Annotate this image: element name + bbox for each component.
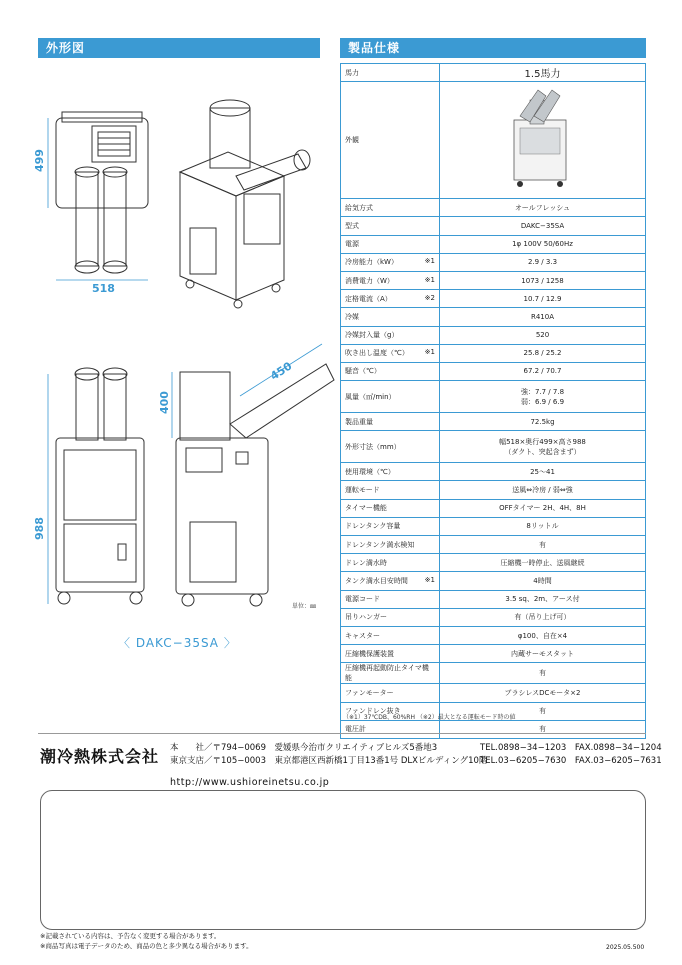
spec-key bbox=[341, 326, 440, 344]
spec-value bbox=[440, 626, 646, 644]
spec-key bbox=[341, 645, 440, 663]
memo-box bbox=[40, 790, 646, 930]
spec-row bbox=[341, 381, 646, 413]
spec-value-text: 67.2 / 70.7 bbox=[523, 367, 562, 376]
isometric-view-drawing bbox=[180, 100, 310, 308]
head-office-phone: TEL.0898−34−1203 FAX.0898−34−1204 bbox=[480, 743, 662, 753]
spec-key-label: タンク満水目安時間 bbox=[345, 576, 408, 585]
print-code: 2025.05.500 bbox=[606, 944, 645, 951]
spec-value bbox=[440, 64, 646, 82]
spec-row bbox=[341, 481, 646, 499]
spec-value-text: 有 bbox=[539, 540, 546, 549]
spec-key bbox=[341, 235, 440, 253]
spec-value-text: 520 bbox=[535, 331, 550, 340]
spec-footnote: （※1）37℃DB、60%RH （※2）最大となる運転モード時の値 bbox=[343, 714, 516, 721]
disclaimer-note: ※記載されている内容は、予告なく変更する場合があります。 bbox=[40, 932, 221, 940]
spec-key bbox=[341, 362, 440, 380]
spec-key-label: 消費電力（W） bbox=[345, 276, 394, 285]
spec-value bbox=[440, 431, 646, 463]
spec-key bbox=[341, 290, 440, 308]
tokyo-branch-address: 東京支店／〒105−0003 東京都港区西新橋1丁目13番1号 DLXビルディング10階 bbox=[170, 756, 488, 766]
spec-value bbox=[440, 517, 646, 535]
dim-duct-height: 400 bbox=[158, 391, 171, 414]
spec-value-text: 1073 / 1258 bbox=[521, 276, 564, 285]
outline-drawing-title: 外形図 bbox=[46, 41, 86, 55]
spec-value bbox=[440, 463, 646, 481]
spec-row bbox=[341, 326, 646, 344]
spec-key bbox=[341, 308, 440, 326]
spec-value-text: 25.8 / 25.2 bbox=[523, 349, 562, 358]
spec-row bbox=[341, 572, 646, 590]
spec-value-text: 送風⇔冷房 / 弱⇔強 bbox=[512, 486, 573, 495]
spec-key bbox=[341, 199, 440, 217]
spec-row bbox=[341, 362, 646, 380]
spec-key-label: 使用環境（℃） bbox=[345, 467, 395, 476]
spec-value bbox=[440, 253, 646, 271]
spec-note-mark: ※1 bbox=[424, 348, 435, 357]
spec-row bbox=[341, 590, 646, 608]
spec-key-label: タイマー機能 bbox=[345, 504, 387, 513]
spec-value bbox=[440, 326, 646, 344]
spec-value-text: 1φ 100V 50/60Hz bbox=[512, 240, 573, 249]
outline-drawing-header bbox=[38, 38, 320, 58]
spec-value-text: 3.5 sq、2m、アース付 bbox=[505, 595, 580, 604]
spec-key-label: 運転モード bbox=[345, 486, 380, 495]
spec-value bbox=[440, 413, 646, 431]
spec-value bbox=[440, 481, 646, 499]
spec-value bbox=[440, 381, 646, 413]
spec-key-label: キャスター bbox=[345, 631, 380, 640]
spec-note-mark: ※1 bbox=[424, 257, 435, 266]
spec-value-text: 弱：6.9 / 6.9 bbox=[520, 397, 565, 406]
spec-key-label: 電源コード bbox=[345, 595, 380, 604]
spec-key-label: 冷媒 bbox=[345, 312, 359, 321]
spec-note-mark: ※1 bbox=[424, 275, 435, 284]
dim-duct-length: 450 bbox=[268, 359, 295, 383]
spec-value-text: 10.7 / 12.9 bbox=[523, 294, 562, 303]
spec-value bbox=[440, 344, 646, 362]
spec-row bbox=[341, 199, 646, 217]
spec-value bbox=[440, 554, 646, 572]
spec-value bbox=[440, 720, 646, 738]
spec-row bbox=[341, 253, 646, 271]
spec-value-text: 強：7.7 / 7.8 bbox=[520, 387, 565, 396]
spec-row bbox=[341, 217, 646, 235]
top-view-drawing bbox=[48, 112, 148, 280]
divider bbox=[38, 733, 646, 734]
spec-value-text: 4時間 bbox=[533, 576, 552, 585]
spec-value bbox=[440, 590, 646, 608]
spec-key bbox=[341, 608, 440, 626]
spec-table bbox=[340, 63, 646, 739]
spec-key bbox=[341, 626, 440, 644]
spec-key bbox=[341, 344, 440, 362]
spec-key bbox=[341, 64, 440, 82]
spec-key-label: ドレン満水時 bbox=[345, 558, 387, 567]
spec-row bbox=[341, 684, 646, 702]
spec-value-text: 有（吊り上げ可） bbox=[514, 613, 571, 622]
spec-key bbox=[341, 431, 440, 463]
spec-key bbox=[341, 463, 440, 481]
spec-value bbox=[440, 663, 646, 684]
spec-key-label: 型式 bbox=[345, 221, 359, 230]
spec-key-label: 製品重量 bbox=[345, 417, 373, 426]
spec-row bbox=[341, 64, 646, 82]
spec-value-text: 圧縮機一時停止、送風継続 bbox=[500, 558, 585, 567]
spec-key bbox=[341, 381, 440, 413]
spec-value-text: 8リットル bbox=[526, 522, 559, 531]
side-view-drawing bbox=[172, 344, 334, 606]
spec-key-label: 風量（㎥/min） bbox=[345, 392, 396, 401]
spec-key bbox=[341, 413, 440, 431]
spec-key-label: 外形寸法（mm） bbox=[345, 442, 401, 451]
spec-key bbox=[341, 590, 440, 608]
spec-value bbox=[440, 608, 646, 626]
spec-key-label: ファンモーター bbox=[345, 688, 394, 697]
spec-key-label: 給気方式 bbox=[345, 203, 373, 212]
spec-row bbox=[341, 290, 646, 308]
spec-key-label: 電源 bbox=[345, 240, 359, 249]
spec-value bbox=[440, 536, 646, 554]
tokyo-branch-phone: TEL.03−6205−7630 FAX.03−6205−7631 bbox=[480, 756, 662, 766]
spec-key bbox=[341, 720, 440, 738]
company-name: 潮冷熱株式会社 bbox=[40, 747, 160, 766]
spec-key-label: 吹き出し温度（℃） bbox=[345, 349, 409, 358]
spec-value-text: DAKC−35SA bbox=[520, 221, 565, 230]
spec-key-label: 冷房能力（kW） bbox=[345, 258, 398, 267]
product-spec-header bbox=[340, 38, 646, 58]
spec-value-text: 幅518×奥行499×高さ988 bbox=[499, 437, 586, 446]
spec-key-label: 電圧計 bbox=[345, 725, 366, 734]
spec-key bbox=[341, 253, 440, 271]
model-caption: 〈 DAKC−35SA 〉 bbox=[118, 636, 237, 650]
spec-value-text: 内蔵サーモスタット bbox=[511, 649, 574, 658]
spec-value bbox=[440, 82, 646, 199]
spec-value bbox=[440, 645, 646, 663]
spec-note-mark: ※2 bbox=[424, 293, 435, 302]
spec-row bbox=[341, 82, 646, 199]
spec-row bbox=[341, 499, 646, 517]
spec-row bbox=[341, 344, 646, 362]
spec-key-label: 定格電流（A） bbox=[345, 294, 392, 303]
spec-key-label: 騒音（℃） bbox=[345, 367, 381, 376]
spec-key-label: 冷媒封入量（g） bbox=[345, 331, 399, 340]
spec-value bbox=[440, 290, 646, 308]
spec-key-label: ドレンタンク満水検知 bbox=[345, 540, 415, 549]
dim-depth: 499 bbox=[33, 149, 46, 172]
spec-key-label: ファンドレン抜き bbox=[345, 707, 401, 716]
spec-key bbox=[341, 536, 440, 554]
spec-row bbox=[341, 308, 646, 326]
disclaimer-notes bbox=[40, 931, 253, 951]
spec-value-text: 72.5kg bbox=[530, 417, 555, 426]
spec-value bbox=[440, 235, 646, 253]
unit-label: 単位：㎜ bbox=[292, 603, 317, 610]
spec-value-text: 有 bbox=[539, 707, 546, 716]
dim-height: 988 bbox=[33, 517, 46, 540]
spec-value-text: ブラシレスDCモータ×2 bbox=[504, 688, 581, 697]
spec-row bbox=[341, 608, 646, 626]
spec-row bbox=[341, 663, 646, 684]
spec-key bbox=[341, 517, 440, 535]
spec-value-text: OFFタイマー 2H、4H、8H bbox=[499, 504, 586, 513]
spec-key-label: 吊りハンガー bbox=[345, 613, 387, 622]
spec-value bbox=[440, 308, 646, 326]
spec-note-mark: ※1 bbox=[424, 575, 435, 584]
spec-row bbox=[341, 536, 646, 554]
spec-key bbox=[341, 82, 440, 199]
spec-value bbox=[440, 684, 646, 702]
head-office-address: 本 社／〒794−0069 愛媛県今治市クリエイティブヒルズ5番地3 bbox=[170, 743, 438, 753]
spec-key bbox=[341, 572, 440, 590]
spec-value-text: φ100、自在×4 bbox=[517, 631, 568, 640]
spec-key bbox=[341, 217, 440, 235]
spec-value bbox=[440, 572, 646, 590]
spec-value-text: 有 bbox=[539, 669, 546, 678]
spec-key bbox=[341, 271, 440, 289]
spec-key bbox=[341, 684, 440, 702]
spec-key-label: 馬力 bbox=[345, 68, 359, 77]
dim-width: 518 bbox=[92, 282, 115, 295]
spec-row bbox=[341, 626, 646, 644]
spec-row bbox=[341, 554, 646, 572]
spec-value-text: （ダクト、突起含まず） bbox=[504, 447, 581, 456]
spec-value bbox=[440, 217, 646, 235]
spec-value-text: 有 bbox=[539, 725, 546, 734]
disclaimer-note: ※商品写真は電子データのため、商品の色と多少異なる場合があります。 bbox=[40, 942, 253, 950]
spec-row bbox=[341, 235, 646, 253]
spec-key bbox=[341, 499, 440, 517]
spec-key-label: 圧縮機再起動防止タイマ機能 bbox=[345, 664, 429, 683]
spec-key-label: 外観 bbox=[345, 136, 359, 145]
front-view-drawing bbox=[48, 368, 144, 604]
spec-row bbox=[341, 271, 646, 289]
spec-row bbox=[341, 413, 646, 431]
spec-value-text: 1.5馬力 bbox=[524, 69, 561, 81]
spec-row bbox=[341, 720, 646, 738]
spec-value bbox=[440, 271, 646, 289]
spec-key bbox=[341, 663, 440, 684]
spec-row bbox=[341, 463, 646, 481]
website-link[interactable]: http://www.ushioreinetsu.co.jp bbox=[170, 777, 330, 788]
product-spec-title: 製品仕様 bbox=[348, 41, 401, 55]
spec-key-label: 圧縮機保護装置 bbox=[345, 649, 394, 658]
spec-row bbox=[341, 645, 646, 663]
spec-key bbox=[341, 481, 440, 499]
spec-row bbox=[341, 431, 646, 463]
spec-value-text: オールフレッシュ bbox=[514, 203, 571, 212]
spec-key-label: ドレンタンク容量 bbox=[345, 522, 401, 531]
spec-key bbox=[341, 554, 440, 572]
spec-value bbox=[440, 362, 646, 380]
spec-row bbox=[341, 517, 646, 535]
spec-value-text: 2.9 / 3.3 bbox=[527, 258, 558, 267]
spec-value bbox=[440, 499, 646, 517]
spec-value bbox=[440, 199, 646, 217]
spec-value-text: 25〜41 bbox=[530, 467, 555, 476]
spec-value-text: R410A bbox=[530, 312, 554, 321]
